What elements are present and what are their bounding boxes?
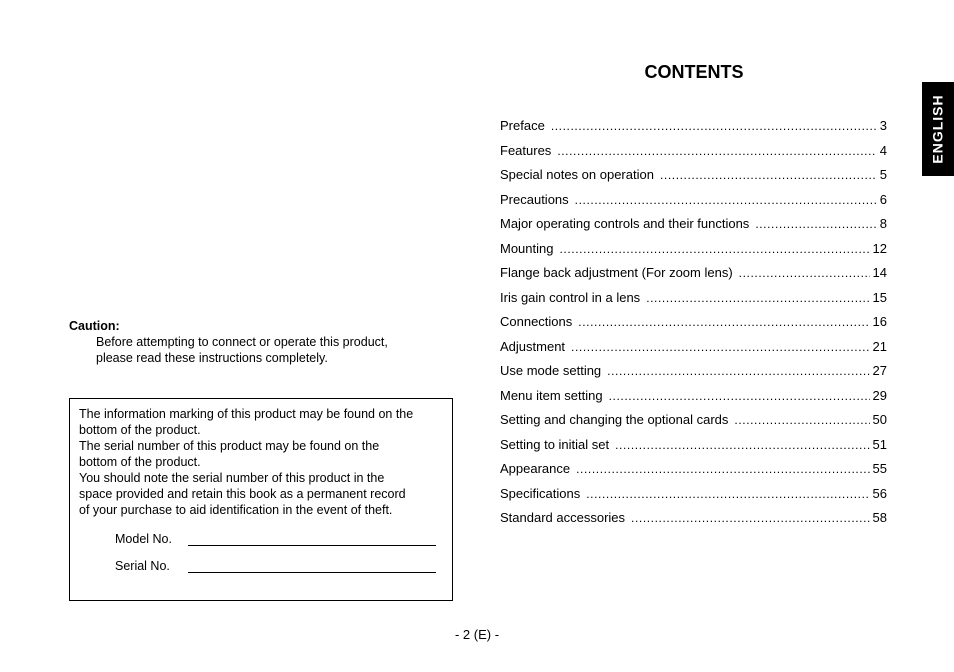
model-number-blank-line: [188, 545, 436, 546]
serial-number-blank-line: [188, 572, 436, 573]
toc-entry: [500, 388, 887, 413]
toc-entry: [500, 486, 887, 511]
caution-body: [69, 334, 449, 366]
toc-dot-leader: [631, 511, 870, 525]
toc-entry-page: 6: [879, 191, 887, 207]
toc-dot-leader: [576, 462, 869, 476]
toc-entry-title: Appearance: [500, 461, 571, 476]
toc-entry-title: Setting to initial set: [500, 436, 610, 452]
language-tab: [922, 82, 954, 176]
info-text: [79, 406, 444, 518]
toc-entry-page: 50: [872, 412, 887, 427]
toc-dot-leader: [739, 266, 870, 280]
toc-entry-page: 29: [872, 387, 887, 403]
toc-entry: [500, 461, 887, 486]
toc-entry-page: 12: [872, 240, 887, 256]
toc-dot-leader: [646, 291, 869, 305]
toc-entry-page: 5: [879, 167, 887, 182]
toc-entry-title: Precautions: [500, 191, 569, 207]
serial-info-box: [69, 398, 453, 601]
page-number: - 2 (E) -: [454, 627, 500, 642]
toc-entry-page: 8: [879, 216, 887, 231]
toc-entry: [500, 118, 887, 143]
toc-entry-page: 51: [872, 436, 887, 452]
toc-entry-page: 21: [872, 338, 887, 354]
model-number-label: Model No.: [115, 532, 172, 546]
serial-number-label: Serial No.: [115, 559, 170, 573]
toc-entry: [500, 412, 887, 437]
toc-dot-leader: [557, 144, 876, 158]
toc-entry: [500, 241, 887, 266]
toc-entry-page: 14: [872, 265, 887, 280]
toc-entry-title: Use mode setting: [500, 363, 602, 378]
toc-entry-page: 27: [872, 363, 887, 378]
toc-dot-leader: [607, 364, 869, 378]
toc-entry-title: Flange back adjustment (For zoom lens): [500, 265, 733, 280]
toc-dot-leader: [559, 242, 869, 256]
toc-entry: [500, 314, 887, 339]
toc-dot-leader: [615, 438, 869, 452]
toc-entry-page: 16: [872, 314, 887, 329]
toc-entry-title: Major operating controls and their functions: [500, 216, 750, 231]
toc-entry-title: Iris gain control in a lens: [500, 289, 641, 305]
toc-entry-page: 58: [872, 510, 887, 525]
toc-entry-page: 4: [879, 142, 887, 158]
toc-entry: [500, 437, 887, 462]
toc-entry-title: Special notes on operation: [500, 167, 654, 182]
caution-title: Caution:: [69, 319, 120, 333]
toc-entry-title: Features: [500, 142, 552, 158]
serial-number-row: [115, 558, 436, 574]
toc-entry: [500, 363, 887, 388]
toc-dot-leader: [575, 193, 877, 207]
toc-entry: [500, 192, 887, 217]
toc-entry-page: 15: [872, 289, 887, 305]
info-line: The information marking of this product may be found on the: [79, 407, 414, 421]
toc-dot-leader: [660, 168, 877, 182]
toc-entry-page: 56: [872, 485, 887, 501]
toc-dot-leader: [734, 413, 869, 427]
toc-entry: [500, 510, 887, 535]
toc-entry-title: Mounting: [500, 240, 554, 256]
caution-line: please read these instructions completely.: [96, 351, 328, 365]
toc-entry-title: Specifications: [500, 485, 581, 501]
info-line: of your purchase to aid identification in the event of theft.: [79, 503, 393, 517]
toc-entry-page: 3: [879, 118, 887, 133]
toc-dot-leader: [571, 340, 869, 354]
toc-dot-leader: [586, 487, 869, 501]
caution-section: [69, 318, 449, 366]
caution-line: Before attempting to connect or operate this product,: [96, 335, 388, 349]
toc-entry-title: Menu item setting: [500, 387, 603, 403]
language-tab-label: ENGLISH: [930, 94, 947, 164]
table-of-contents: [500, 118, 887, 535]
toc-entry: [500, 265, 887, 290]
toc-entry: [500, 143, 887, 168]
toc-entry: [500, 290, 887, 315]
toc-entry: [500, 339, 887, 364]
info-line: space provided and retain this book as a permanent record: [79, 487, 406, 501]
toc-entry-title: Preface: [500, 118, 545, 133]
toc-dot-leader: [551, 119, 877, 133]
toc-dot-leader: [755, 217, 876, 231]
info-line: bottom of the product.: [79, 423, 201, 437]
info-line: You should note the serial number of this product in the: [79, 471, 385, 485]
toc-dot-leader: [578, 315, 869, 329]
toc-entry-title: Connections: [500, 314, 573, 329]
model-number-row: [115, 531, 436, 547]
toc-dot-leader: [609, 389, 870, 403]
toc-entry: [500, 167, 887, 192]
contents-title: CONTENTS: [644, 62, 744, 82]
toc-entry-title: Setting and changing the optional cards: [500, 412, 729, 427]
info-line: The serial number of this product may be found on the: [79, 439, 380, 453]
toc-entry-title: Adjustment: [500, 338, 566, 354]
toc-entry: [500, 216, 887, 241]
toc-entry-page: 55: [872, 461, 887, 476]
toc-entry-title: Standard accessories: [500, 510, 626, 525]
info-line: bottom of the product.: [79, 455, 201, 469]
